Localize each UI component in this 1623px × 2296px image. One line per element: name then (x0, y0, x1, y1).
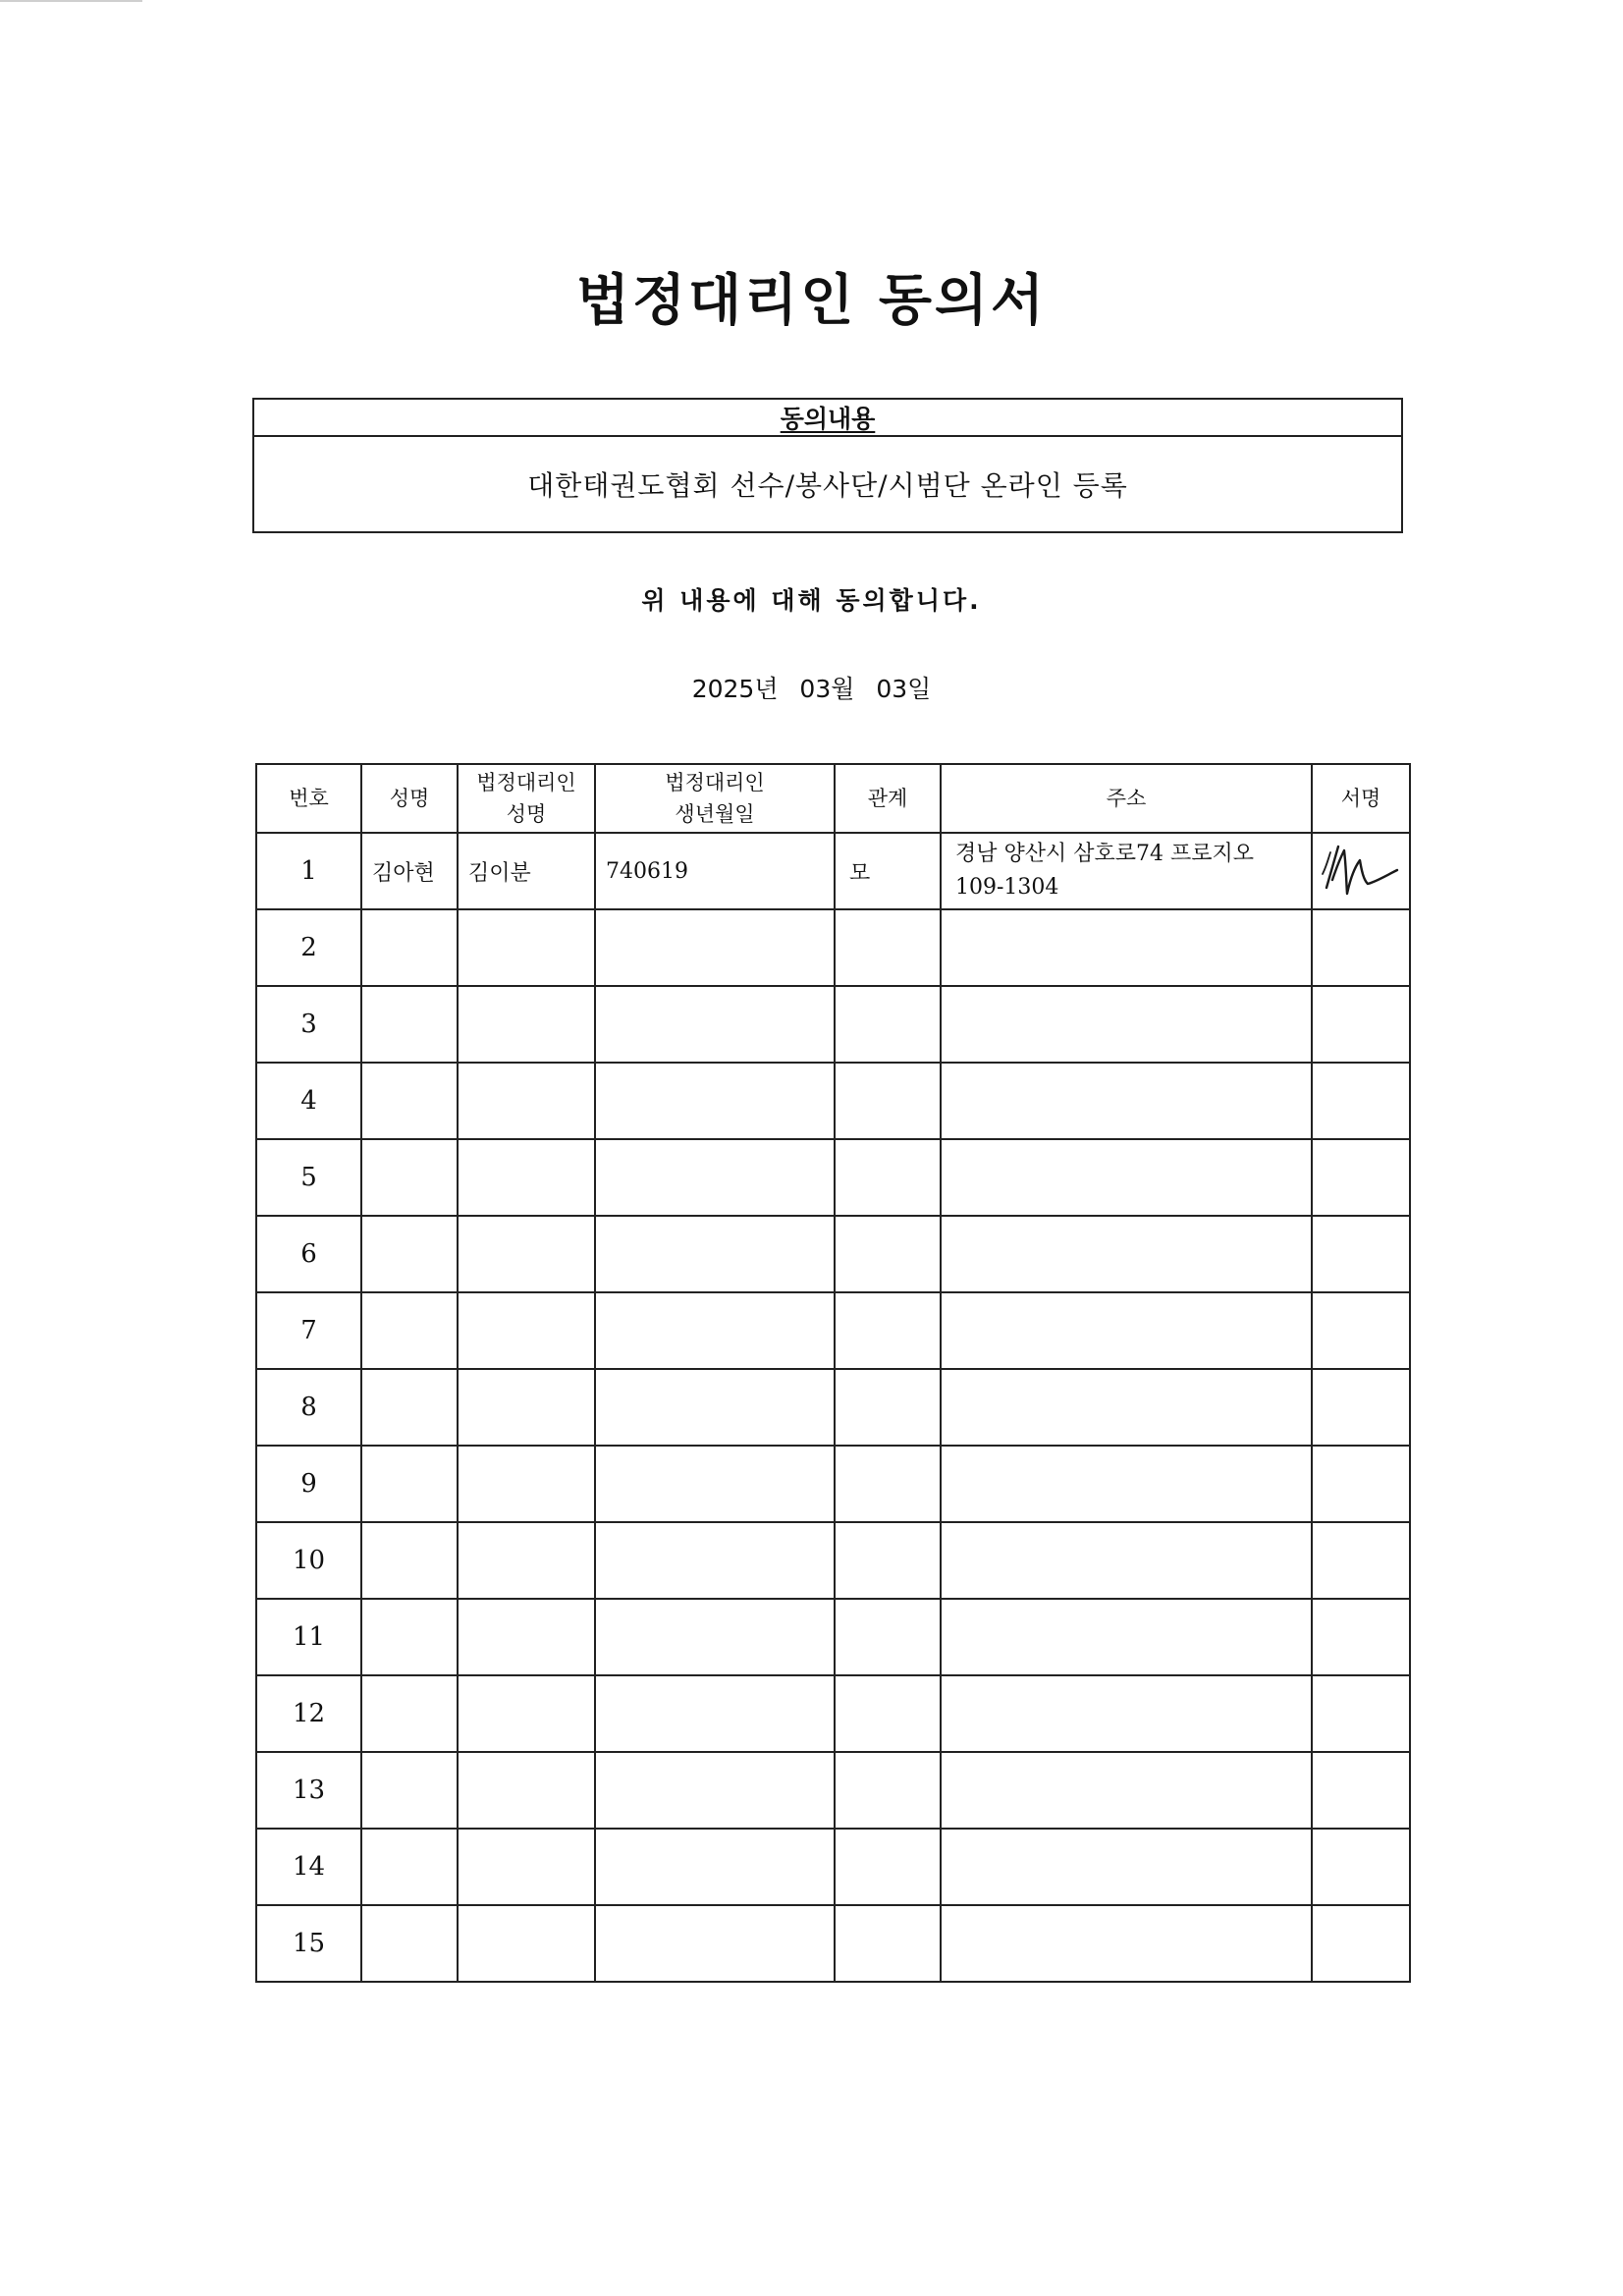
table-row (256, 1752, 1410, 1829)
cell-guardian-name (458, 1675, 595, 1752)
cell-address (941, 1599, 1312, 1675)
cell-number: 3 (256, 986, 361, 1063)
cell-name (361, 1139, 458, 1216)
table-row (256, 1675, 1410, 1752)
handwritten-signature (1317, 837, 1405, 905)
cell-address (941, 1905, 1312, 1982)
cell-name: 김아현 (361, 833, 458, 909)
cell-relation (835, 1675, 941, 1752)
cell-number: 6 (256, 1216, 361, 1292)
cell-relation (835, 1829, 941, 1905)
cell-guardian-name (458, 1216, 595, 1292)
header-guardian-birth-line1: 법정대리인 (665, 771, 765, 794)
table-row (256, 1599, 1410, 1675)
table-row (256, 1292, 1410, 1369)
cell-signature (1312, 1369, 1410, 1446)
cell-guardian-name (458, 1599, 595, 1675)
cell-number: 14 (256, 1829, 361, 1905)
cell-signature (1312, 1905, 1410, 1982)
cell-number: 1 (256, 833, 361, 909)
cell-guardian-birth (595, 1905, 835, 1982)
cell-signature (1312, 1752, 1410, 1829)
cell-guardian-birth (595, 1675, 835, 1752)
table-row (256, 1369, 1410, 1446)
cell-name (361, 1675, 458, 1752)
cell-number: 12 (256, 1675, 361, 1752)
document-title: 법정대리인 동의서 (575, 269, 1048, 333)
cell-address (941, 1292, 1312, 1369)
header-address: 주소 (941, 764, 1312, 833)
table-row (256, 909, 1410, 986)
header-relation: 관계 (835, 764, 941, 833)
cell-guardian-birth (595, 1522, 835, 1599)
table-row (256, 1446, 1410, 1522)
cell-signature (1312, 1139, 1410, 1216)
cell-guardian-name: 김이분 (458, 833, 595, 909)
cell-signature (1312, 1446, 1410, 1522)
cell-relation (835, 1599, 941, 1675)
cell-address (941, 986, 1312, 1063)
cell-guardian-name (458, 1139, 595, 1216)
cell-signature (1312, 986, 1410, 1063)
header-guardian-name-line2: 성명 (506, 802, 547, 826)
cell-relation (835, 1522, 941, 1599)
cell-name (361, 1905, 458, 1982)
header-number: 번호 (256, 764, 361, 833)
table-row (256, 833, 1410, 909)
cell-guardian-birth: 740619 (595, 833, 835, 909)
cell-address (941, 1522, 1312, 1599)
cell-guardian-birth (595, 1216, 835, 1292)
cell-number: 5 (256, 1139, 361, 1216)
cell-name (361, 1522, 458, 1599)
cell-relation: 모 (835, 833, 941, 909)
cell-guardian-birth (595, 1063, 835, 1139)
header-guardian-name (458, 764, 595, 833)
cell-address (941, 1829, 1312, 1905)
cell-number: 10 (256, 1522, 361, 1599)
cell-name (361, 1829, 458, 1905)
cell-guardian-name (458, 1522, 595, 1599)
cell-address (941, 1216, 1312, 1292)
header-guardian-name-line1: 법정대리인 (476, 771, 576, 794)
cell-signature (1312, 1292, 1410, 1369)
cell-relation (835, 1063, 941, 1139)
cell-number: 11 (256, 1599, 361, 1675)
cell-name (361, 1752, 458, 1829)
cell-address (941, 909, 1312, 986)
cell-signature (1312, 1216, 1410, 1292)
cell-name (361, 1216, 458, 1292)
table-header-row (256, 764, 1410, 833)
table-row (256, 986, 1410, 1063)
document-date: 2025년 03월 03일 (691, 675, 932, 703)
consent-header-label: 동의내용 (780, 405, 876, 433)
cell-address (941, 833, 1312, 909)
cell-number: 15 (256, 1905, 361, 1982)
cell-guardian-birth (595, 1369, 835, 1446)
consent-box-header (254, 400, 1401, 437)
guardian-consent-table (255, 763, 1411, 1983)
cell-relation (835, 1292, 941, 1369)
cell-number: 8 (256, 1369, 361, 1446)
header-guardian-birth-line2: 생년월일 (675, 802, 755, 826)
cell-relation (835, 1369, 941, 1446)
cell-relation (835, 1752, 941, 1829)
cell-relation (835, 1216, 941, 1292)
cell-guardian-name (458, 1292, 595, 1369)
cell-guardian-birth (595, 909, 835, 986)
table-row (256, 1139, 1410, 1216)
consent-content: 대한태권도협회 선수/봉사단/시범단 온라인 등록 (527, 469, 1128, 502)
cell-name (361, 909, 458, 986)
cell-name (361, 1063, 458, 1139)
address-line1: 경남 양산시 삼호로74 프로지오 (955, 842, 1254, 866)
cell-address (941, 1446, 1312, 1522)
cell-name (361, 1292, 458, 1369)
cell-guardian-birth (595, 1292, 835, 1369)
cell-signature (1312, 1063, 1410, 1139)
table-row (256, 1905, 1410, 1982)
table-row (256, 1829, 1410, 1905)
cell-name (361, 1369, 458, 1446)
cell-guardian-birth (595, 1139, 835, 1216)
cell-signature (1312, 1675, 1410, 1752)
cell-address (941, 1752, 1312, 1829)
cell-number: 4 (256, 1063, 361, 1139)
cell-relation (835, 1905, 941, 1982)
cell-number: 7 (256, 1292, 361, 1369)
cell-number: 2 (256, 909, 361, 986)
address-line2: 109-1304 (955, 875, 1059, 900)
cell-relation (835, 909, 941, 986)
cell-guardian-name (458, 1905, 595, 1982)
cell-guardian-name (458, 1446, 595, 1522)
consent-box (252, 398, 1403, 533)
cell-guardian-birth (595, 1829, 835, 1905)
header-signature: 서명 (1312, 764, 1410, 833)
scan-edge-mark (0, 0, 142, 2)
agreement-statement: 위 내용에 대해 동의합니다. (641, 586, 982, 615)
cell-name (361, 1599, 458, 1675)
cell-relation (835, 1446, 941, 1522)
cell-number: 9 (256, 1446, 361, 1522)
cell-signature (1312, 909, 1410, 986)
cell-signature (1312, 1599, 1410, 1675)
table-row (256, 1063, 1410, 1139)
cell-name (361, 986, 458, 1063)
table-row (256, 1216, 1410, 1292)
cell-guardian-name (458, 909, 595, 986)
cell-address (941, 1369, 1312, 1446)
cell-address (941, 1675, 1312, 1752)
cell-guardian-name (458, 986, 595, 1063)
cell-guardian-birth (595, 1599, 835, 1675)
cell-guardian-birth (595, 986, 835, 1063)
cell-signature (1312, 833, 1410, 909)
cell-address (941, 1139, 1312, 1216)
cell-guardian-name (458, 1369, 595, 1446)
cell-guardian-name (458, 1829, 595, 1905)
cell-number: 13 (256, 1752, 361, 1829)
cell-guardian-birth (595, 1446, 835, 1522)
cell-guardian-birth (595, 1752, 835, 1829)
cell-guardian-name (458, 1752, 595, 1829)
cell-address (941, 1063, 1312, 1139)
cell-relation (835, 1139, 941, 1216)
cell-signature (1312, 1522, 1410, 1599)
cell-signature (1312, 1829, 1410, 1905)
cell-guardian-name (458, 1063, 595, 1139)
cell-name (361, 1446, 458, 1522)
cell-relation (835, 986, 941, 1063)
header-name: 성명 (361, 764, 458, 833)
table-row (256, 1522, 1410, 1599)
header-guardian-birth (595, 764, 835, 833)
